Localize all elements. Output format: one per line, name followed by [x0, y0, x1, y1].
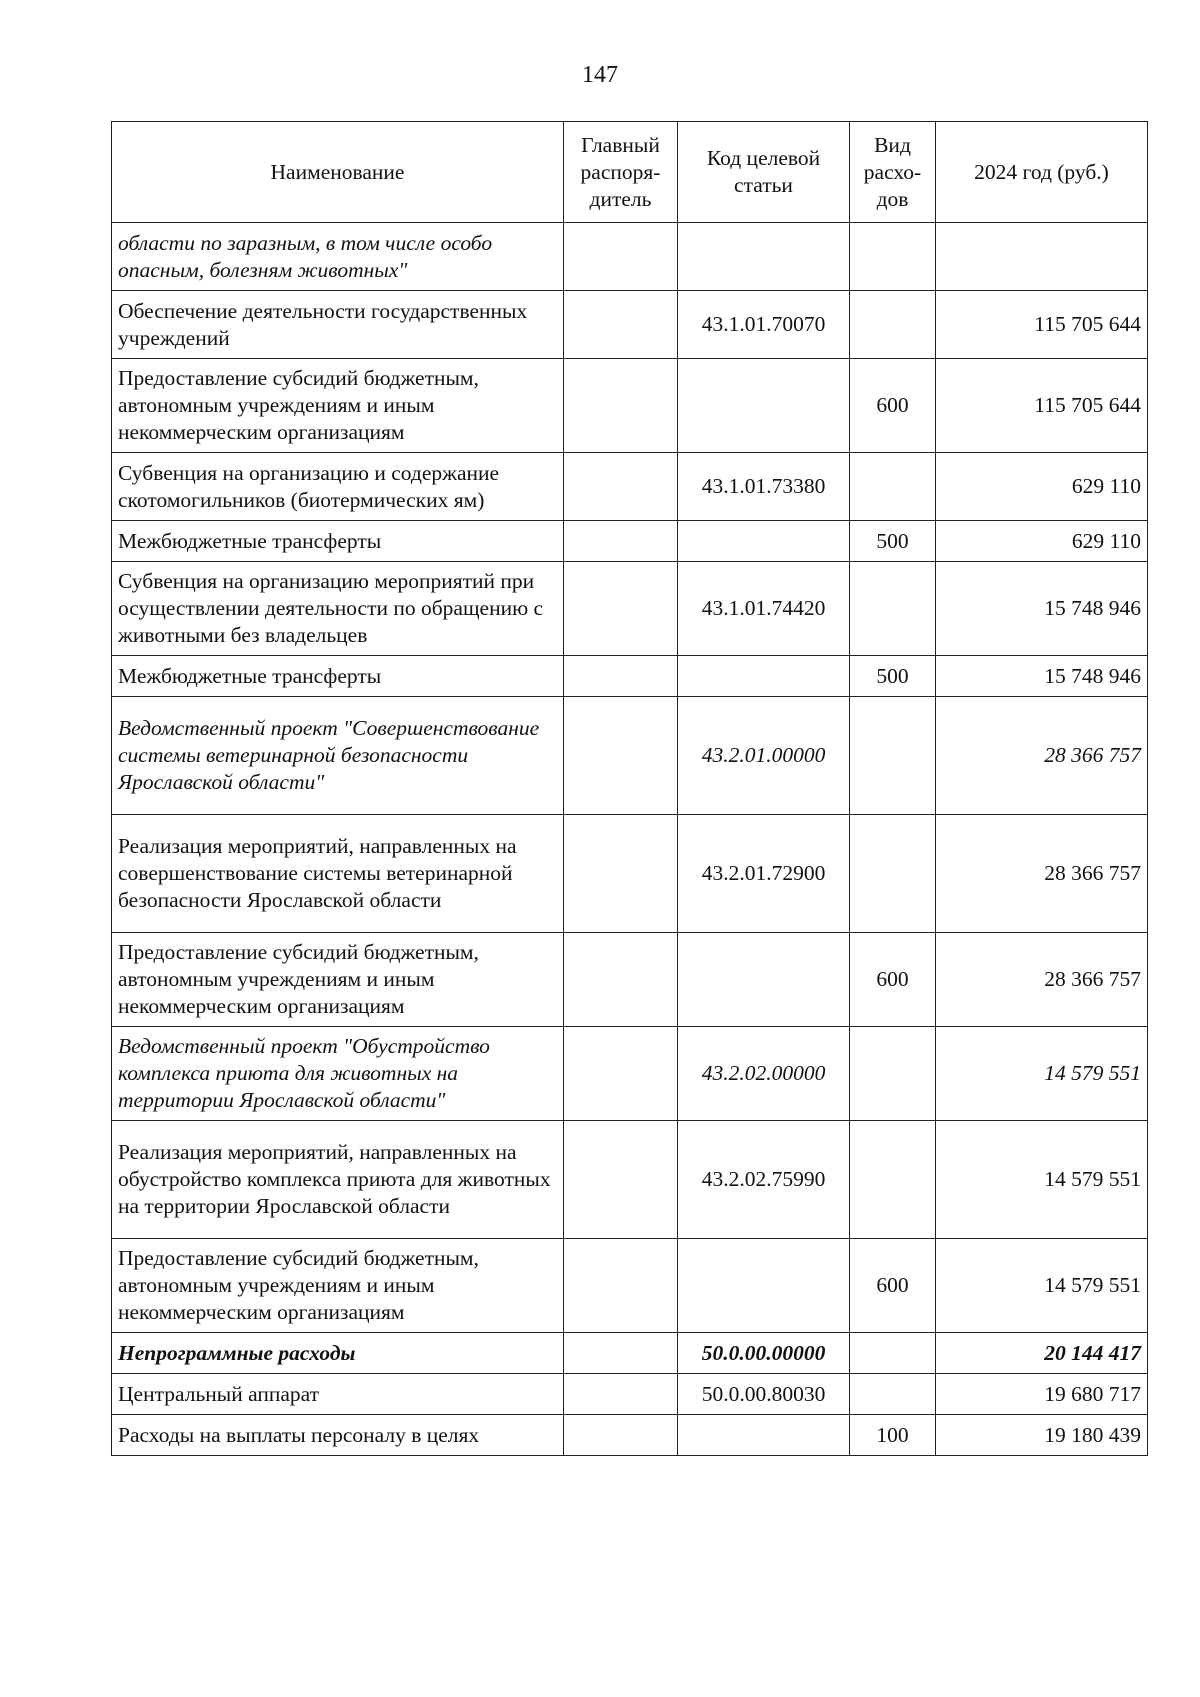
cell-type — [850, 453, 936, 521]
cell-type: 600 — [850, 1239, 936, 1333]
table-row — [112, 1121, 1148, 1239]
cell-amount: 14 579 551 — [936, 1027, 1148, 1121]
cell-type — [850, 1121, 936, 1239]
cell-type — [850, 291, 936, 359]
cell-amount: 28 366 757 — [936, 933, 1148, 1027]
cell-amount: 115 705 644 — [936, 359, 1148, 453]
cell-admin — [564, 1374, 678, 1415]
cell-code — [678, 1415, 850, 1456]
page-number: 147 — [582, 62, 618, 88]
table-row — [112, 453, 1148, 521]
cell-name: Межбюджетные трансферты — [112, 521, 564, 562]
table-body — [112, 223, 1148, 1456]
cell-name: Реализация мероприятий, направленных на обустройство комплекса приюта для животных на территории Ярославской области — [112, 1121, 564, 1239]
cell-name: Непрограммные расходы — [112, 1333, 564, 1374]
cell-amount: 28 366 757 — [936, 697, 1148, 815]
cell-code: 43.2.01.00000 — [678, 697, 850, 815]
cell-admin — [564, 1027, 678, 1121]
cell-amount: 629 110 — [936, 521, 1148, 562]
cell-name: Предоставление субсидий бюджетным, автономным учреждениям и иным некоммерческим организациям — [112, 933, 564, 1027]
table-row — [112, 1027, 1148, 1121]
table-row — [112, 697, 1148, 815]
table-row — [112, 359, 1148, 453]
table-row — [112, 521, 1148, 562]
cell-type — [850, 697, 936, 815]
cell-name: Предоставление субсидий бюджетным, автономным учреждениям и иным некоммерческим организациям — [112, 1239, 564, 1333]
cell-amount: 629 110 — [936, 453, 1148, 521]
cell-code: 43.1.01.74420 — [678, 562, 850, 656]
cell-name: Субвенция на организацию мероприятий при осуществлении деятельности по обращению с животными без владельцев — [112, 562, 564, 656]
cell-admin — [564, 453, 678, 521]
cell-code: 43.1.01.70070 — [678, 291, 850, 359]
cell-amount: 28 366 757 — [936, 815, 1148, 933]
cell-admin — [564, 933, 678, 1027]
cell-type: 600 — [850, 359, 936, 453]
cell-code: 43.2.01.72900 — [678, 815, 850, 933]
cell-amount: 20 144 417 — [936, 1333, 1148, 1374]
cell-amount: 115 705 644 — [936, 291, 1148, 359]
cell-type — [850, 1333, 936, 1374]
header-amount: 2024 год (руб.) — [936, 122, 1148, 223]
cell-name: Ведомственный проект "Обустройство комплекса приюта для животных на территории Ярославской области" — [112, 1027, 564, 1121]
cell-code — [678, 521, 850, 562]
cell-code: 43.1.01.73380 — [678, 453, 850, 521]
cell-type: 100 — [850, 1415, 936, 1456]
cell-admin — [564, 1239, 678, 1333]
cell-code: 50.0.00.00000 — [678, 1333, 850, 1374]
cell-admin — [564, 1121, 678, 1239]
cell-amount: 19 680 717 — [936, 1374, 1148, 1415]
cell-amount: 19 180 439 — [936, 1415, 1148, 1456]
header-admin: Главный распоря-дитель — [564, 122, 678, 223]
cell-admin — [564, 291, 678, 359]
cell-type — [850, 1374, 936, 1415]
cell-code — [678, 933, 850, 1027]
cell-type: 500 — [850, 521, 936, 562]
cell-amount: 15 748 946 — [936, 656, 1148, 697]
cell-type — [850, 223, 936, 291]
cell-admin — [564, 521, 678, 562]
cell-code: 43.2.02.75990 — [678, 1121, 850, 1239]
cell-admin — [564, 815, 678, 933]
cell-admin — [564, 1415, 678, 1456]
cell-name: Ведомственный проект "Совершенствование системы ветеринарной безопасности Ярославской области" — [112, 697, 564, 815]
cell-amount: 14 579 551 — [936, 1121, 1148, 1239]
table-row — [112, 815, 1148, 933]
cell-type — [850, 562, 936, 656]
cell-amount: 15 748 946 — [936, 562, 1148, 656]
cell-name: Межбюджетные трансферты — [112, 656, 564, 697]
table-row — [112, 1415, 1148, 1456]
cell-amount: 14 579 551 — [936, 1239, 1148, 1333]
cell-admin — [564, 656, 678, 697]
cell-type: 500 — [850, 656, 936, 697]
cell-admin — [564, 697, 678, 815]
cell-name: Реализация мероприятий, направленных на совершенствование системы ветеринарной безопасности Ярославской области — [112, 815, 564, 933]
cell-code: 43.2.02.00000 — [678, 1027, 850, 1121]
cell-admin — [564, 359, 678, 453]
cell-code — [678, 359, 850, 453]
cell-code — [678, 223, 850, 291]
cell-code — [678, 656, 850, 697]
cell-admin — [564, 223, 678, 291]
cell-type — [850, 1027, 936, 1121]
cell-name: Предоставление субсидий бюджетным, автономным учреждениям и иным некоммерческим организациям — [112, 359, 564, 453]
cell-name: Обеспечение деятельности государственных учреждений — [112, 291, 564, 359]
header-type: Вид расхо-дов — [850, 122, 936, 223]
table-row — [112, 291, 1148, 359]
cell-type: 600 — [850, 933, 936, 1027]
header-code: Код целевой статьи — [678, 122, 850, 223]
cell-name: Центральный аппарат — [112, 1374, 564, 1415]
cell-code — [678, 1239, 850, 1333]
cell-name: области по заразным, в том числе особо опасным, болезням животных" — [112, 223, 564, 291]
table-row — [112, 562, 1148, 656]
cell-admin — [564, 562, 678, 656]
budget-table — [111, 121, 1148, 1456]
table-row — [112, 223, 1148, 291]
header-name: Наименование — [112, 122, 564, 223]
table-header-row — [112, 122, 1148, 223]
cell-name: Субвенция на организацию и содержание скотомогильников (биотермических ям) — [112, 453, 564, 521]
cell-type — [850, 815, 936, 933]
cell-name: Расходы на выплаты персоналу в целях — [112, 1415, 564, 1456]
cell-admin — [564, 1333, 678, 1374]
table-row — [112, 933, 1148, 1027]
cell-amount — [936, 223, 1148, 291]
table-row — [112, 1333, 1148, 1374]
table-row — [112, 1374, 1148, 1415]
cell-code: 50.0.00.80030 — [678, 1374, 850, 1415]
table-row — [112, 656, 1148, 697]
table-row — [112, 1239, 1148, 1333]
